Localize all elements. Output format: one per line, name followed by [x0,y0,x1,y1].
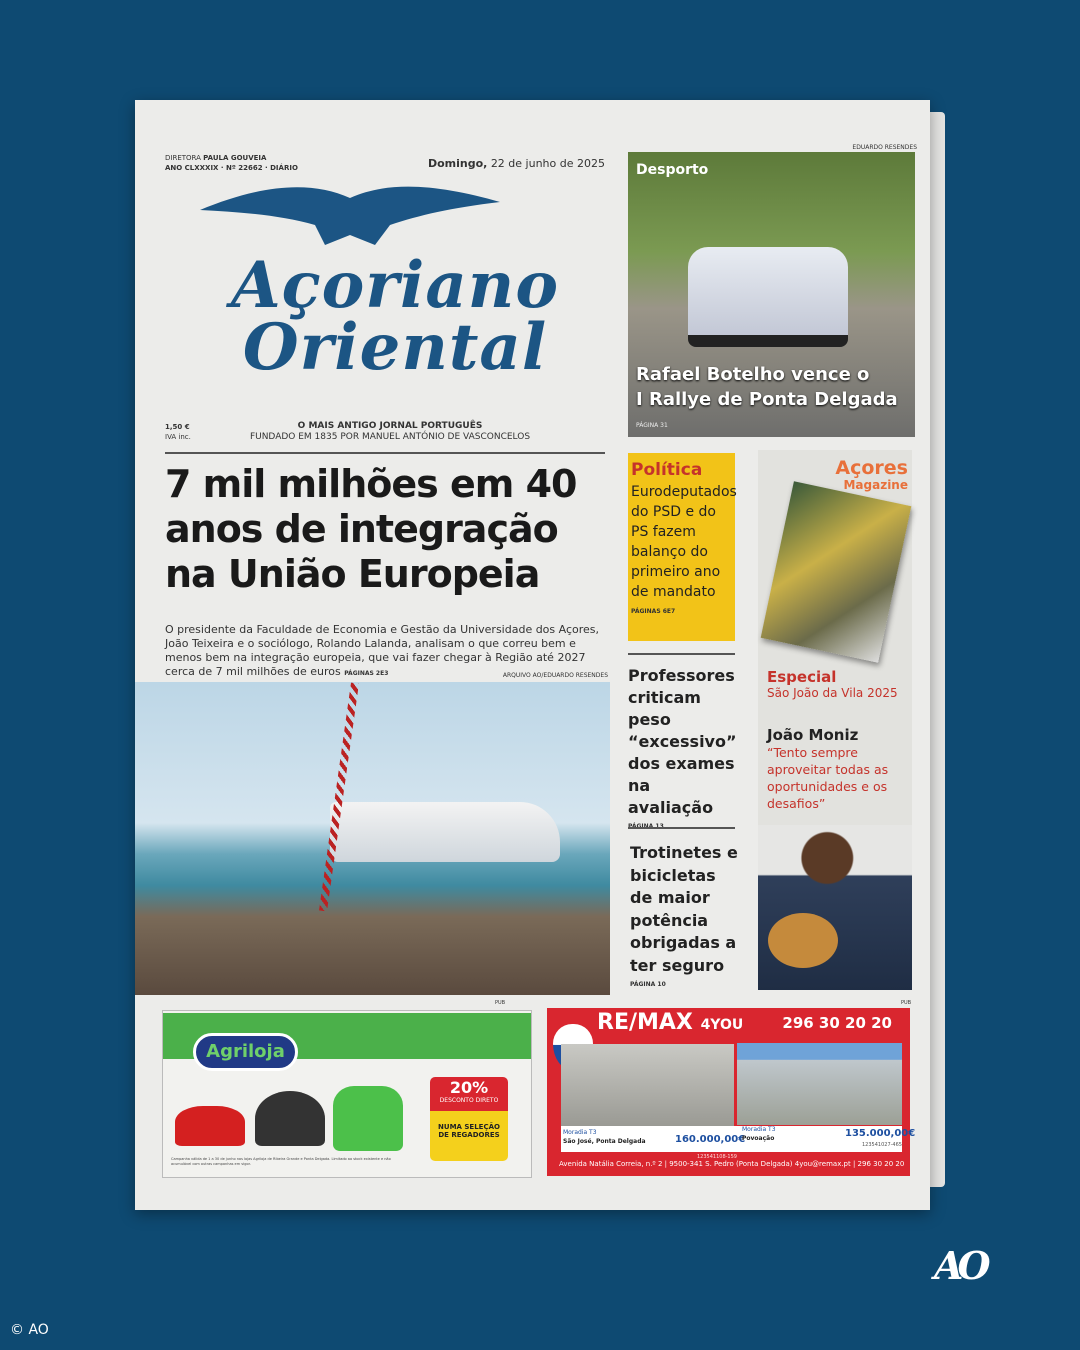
listing2-type: Moradia T3 [742,1126,776,1133]
magazine-cover-image [761,481,912,662]
discount-badge [430,1077,508,1161]
black-watering-can-icon [255,1091,325,1146]
scooters-story[interactable] [630,842,740,988]
main-headline[interactable]: 7 mil milhões em 40 anos de integração na União Europeia [165,462,577,596]
listing1-type: Moradia T3 [563,1129,597,1136]
magazine-brand-sub: Magazine [843,478,908,492]
ad-pub-label: PUB [901,1000,912,1006]
politics-text: Eurodeputados do PSD e do PS fazem balanço do primeiro ano de mandato [631,484,737,600]
remax-brand-name: RE/MAX [597,1010,693,1035]
sport-headline-line1: Rafael Botelho vence o [636,364,870,385]
teachers-headline: Professores criticam peso “excessivo” dos exames na avaliação [628,666,737,817]
listing2-price: 135.000,00€ [845,1128,916,1139]
issue-info [165,153,298,173]
masthead-line1: Açoriano [230,248,560,323]
politics-pages: PÁGINAS 6E7 [631,608,676,615]
discount-top [430,1077,508,1111]
green-watering-can-icon [333,1086,403,1151]
discount-label: DESCONTO DIRETO [439,1097,499,1104]
listing2-ref: 123541027-465 [862,1142,902,1148]
lead-pages: PÁGINAS 2E3 [344,670,389,677]
issue-number: ANO CLXXXIX · Nº 22662 · DIÁRIO [165,164,298,172]
sport-story[interactable] [628,152,915,437]
port-construction-photo [135,682,610,995]
divider [165,452,605,454]
listing1-price: 160.000,00€ [675,1134,746,1145]
sport-photo-credit: EDUARDO RESENDES [852,144,917,151]
copyright: © AO [10,1322,49,1338]
listing2-place: Povoação [742,1135,775,1142]
director-label: DIRETORA [165,154,201,162]
eagle-logo-icon [200,180,500,250]
house-photo-1 [561,1044,734,1126]
teachers-story[interactable] [628,665,740,830]
cruise-ship [330,802,560,862]
discount-value: 20% [449,1078,489,1097]
special-title: São João da Vila 2025 [767,686,898,700]
ad-fineprint: Campanha válida de 1 a 30 de junho nas lojas Agriloja de Ribeira Grande e Ponta Delgada. Limitado ao stock existente e não acumulável com outras campanhas em vigor. [171,1157,391,1166]
house-photo-2 [737,1043,902,1125]
weekday: Domingo, [427,157,488,170]
price-value: 1,50 € [165,423,190,431]
scooters-page: PÁGINA 10 [630,981,666,988]
sport-page: PÁGINA 31 [636,422,668,429]
sport-headline-line2: I Rallye de Ponta Delgada [636,389,898,410]
masthead [195,248,595,385]
interview-quote: “Tento sempre aproveitar todas as oportunidades e os desafios” [767,745,889,811]
remax-phone: 296 30 20 20 [782,1014,892,1032]
special-label: Especial [767,668,837,686]
masthead-line2: Oriental [242,310,548,385]
politics-section-label: Política [631,460,703,480]
price [165,422,191,442]
listing1-info [563,1128,646,1146]
ao-logo: AO [934,1243,985,1288]
photo-credit: ARQUIVO AO/EDUARDO RESENDES [502,672,608,679]
agriloja-logo: Agriloja [193,1033,298,1071]
crane [319,683,359,912]
agriloja-ad[interactable] [162,1010,532,1178]
issue-date [365,157,605,170]
remax-ad[interactable] [547,1008,916,1176]
vat-note: IVA inc. [165,433,191,441]
interview-block [767,726,907,812]
ad-pub-label: PUB [495,1000,506,1006]
magazine-brand [835,458,908,492]
divider [628,827,735,829]
rally-car [688,247,848,347]
date: 22 de junho de 2025 [490,157,605,170]
guitar [768,913,838,968]
musician-photo [758,825,912,990]
offer-text: NUMA SELEÇÃO DE REGADORES [430,1111,508,1161]
sport-section-label: Desporto [636,162,709,178]
remax-suffix: 4YOU [700,1017,744,1033]
tagline: O MAIS ANTIGO JORNAL PORTUGUÊS [297,421,483,431]
magazine-column[interactable] [758,450,912,990]
tagline-block [245,421,535,443]
sport-headline [636,362,898,412]
interview-name: João Moniz [767,726,859,744]
remax-brand [597,1010,743,1035]
red-watering-can-icon [175,1106,245,1146]
magazine-brand-name: Açores [835,457,908,479]
newspaper-front-page [135,100,930,1210]
listing1-place: São José, Ponta Delgada [563,1138,646,1145]
listing1-ref: 123541108-159 [697,1154,737,1160]
special-block [767,668,898,700]
lead-text: O presidente da Faculdade de Economia e Gestão da Universidade dos Açores, João Teixeira e o sociólogo, Rolando Lalanda, analisam o que correu bem e menos bem na integração europeia, que vai fazer chegar à Região até 2027 cerca de 7 mil milhões de euros [165,623,600,678]
listing2-info [742,1125,776,1143]
scooters-headline: Trotinetes e bicicletas de maior potência obrigadas a ter seguro [630,843,738,975]
director-name: PAULA GOUVEIA [203,154,267,162]
founded-line: FUNDADO EM 1835 POR MANUEL ANTÓNIO DE VASCONCELOS [249,432,531,442]
divider [628,653,735,655]
politics-story[interactable] [628,453,735,641]
remax-footer: Avenida Natália Correia, n.º 2 | 9500-341 S. Pedro (Ponta Delgada) 4you@remax.pt | 296 30 20 20 [559,1160,905,1168]
